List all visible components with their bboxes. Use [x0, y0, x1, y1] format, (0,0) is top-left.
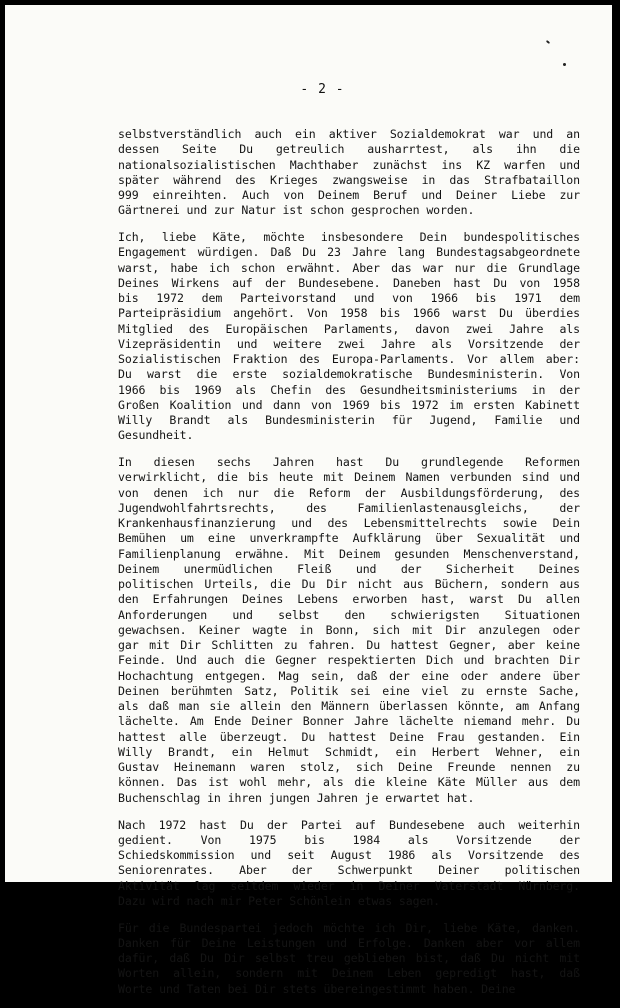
- text-line: Aktivität lag seitdem wieder in Deiner Vaterstadt Nürnberg.: [118, 878, 580, 893]
- text-line: Mitglied des Europäischen Parlaments, davon zwei Jahre als: [118, 321, 580, 336]
- text-line: gedient. Von 1975 bis 1984 als Vorsitzende der: [118, 832, 580, 847]
- text-line: Vizepräsidentin und weitere zwei Jahre als Vorsitzende der: [118, 336, 580, 351]
- text-line: als daß man sie allein den Männern überlassen könnte, am Anfang: [118, 699, 580, 714]
- paragraph: [118, 230, 580, 444]
- text-line: gewachsen. Keiner wagte in Bonn, sich mit Dir anzulegen oder: [118, 622, 580, 637]
- text-line: Deinem unermüdlichen Fleiß und der Sicherheit Deines: [118, 561, 580, 576]
- text-line: Willy Brandt als Bundesministerin für Jugend, Familie und: [118, 413, 580, 428]
- text-line: von denen ich nur die Reform der Ausbildungsförderung, des: [118, 485, 580, 500]
- text-line: bis 1972 dem Parteivorstand und von 1966 bis 1971 dem: [118, 291, 580, 306]
- text-line: Deinen berühmten Satz, Politik sei eine viel zu ernste Sache,: [118, 683, 580, 698]
- text-line: Willy Brandt, ein Helmut Schmidt, ein Herbert Wehner, ein: [118, 744, 580, 759]
- text-line: Parteipräsidium angehört. Von 1958 bis 1966 warst Du überdies: [118, 306, 580, 321]
- text-line: Nach 1972 hast Du der Partei auf Bundesebene auch weiterhin: [118, 817, 580, 832]
- text-line: politischen Urteils, die Du Dir nicht aus Büchern, sondern aus: [118, 577, 580, 592]
- text-line: später während des Krieges zwangsweise in das Strafbataillon: [118, 172, 580, 187]
- paragraph: [118, 818, 580, 910]
- text-line: Ich, liebe Käte, möchte insbesondere Dein bundespolitisches: [118, 230, 580, 245]
- text-line: Krankenhausfinanzierung und des Lebensmittelrechts sowie Dein: [118, 516, 580, 531]
- text-line: nationalsozialistischen Machthaber zunächst ins KZ warfen und: [118, 157, 580, 172]
- text-line: Danken für Deine Leistungen und Erfolge. Danken aber vor allem: [118, 935, 580, 950]
- text-line: Engagement würdigen. Daß Du 23 Jahre lang Bundestagsabgeordnete: [118, 245, 580, 260]
- text-line: verwirklicht, die bis heute mit Deinem Namen verbunden sind und: [118, 470, 580, 485]
- text-line: Feinde. Und auch die Gegner respektierten Dich und brachten Dir: [118, 653, 580, 668]
- page-number: - 2 -: [300, 82, 345, 97]
- text-line: Schiedskommission und seit August 1986 als Vorsitzende des: [118, 848, 580, 863]
- text-line: 999 einreihten. Auch von Deinem Beruf und Deiner Liebe zur: [118, 188, 580, 202]
- scan-speck: [546, 40, 550, 44]
- text-line: warst, habe ich schon erwähnt. Aber das war nur die Grundlage: [118, 260, 580, 275]
- text-line: lächelte. Am Ende Deiner Bonner Jahre lächelte niemand mehr. Du: [118, 714, 580, 729]
- paragraph: [118, 921, 580, 997]
- text-line: Gustav Heinemann waren stolz, sich Deine Freunde nennen zu: [118, 760, 580, 775]
- text-line: hattest alle überzeugt. Du hattest Deine Frau gestanden. Ein: [118, 729, 580, 744]
- text-line: Jugendwohlfahrtsrechts, des Familienlastenausgleichs, der: [118, 500, 580, 515]
- text-line: dessen Seite Du getreulich ausharrtest, als ihn die: [118, 142, 580, 157]
- text-line: Hochachtung entgegen. Mag sein, daß der eine oder andere über: [118, 668, 580, 683]
- text-line: Gesundheit.: [118, 428, 194, 443]
- text-line: Dazu wird nach mir Peter Schönlein etwas sagen.: [118, 893, 441, 908]
- text-line: können. Das ist wohl mehr, als die kleine Käte Müller aus dem: [118, 775, 580, 790]
- document-page: [5, 5, 612, 996]
- text-line: Buchenschlag in ihren jungen Jahren je erwartet hat.: [118, 790, 475, 805]
- text-line: Du warst die erste sozialdemokratische Bundesministerin. Von: [118, 367, 580, 382]
- text-line: Worten allein, sondern mit Deinem Leben gepredigt hast, daß: [118, 966, 580, 981]
- text-line: Seniorenrates. Aber der Schwerpunkt Deiner politischen: [118, 863, 580, 878]
- scan-speck: [563, 63, 566, 66]
- text-line: Anforderungen und selbst den schwierigsten Situationen: [118, 607, 580, 622]
- text-line: Für die Bundespartei jedoch möchte ich Dir, liebe Käte, danken.: [118, 920, 580, 935]
- text-line: Großen Koalition und dann von 1969 bis 1972 im ersten Kabinett: [118, 397, 580, 412]
- text-line: In diesen sechs Jahren hast Du grundlegende Reformen: [118, 455, 580, 470]
- text-line: den Erfahrungen Deines Lebens erworben hast, warst Du allen: [118, 592, 580, 607]
- text-line: Worte und Taten bei Dir stets übereingestimmt haben. Deine: [118, 981, 516, 996]
- text-line: Gärtnerei und zur Natur ist schon gesprochen worden.: [118, 203, 475, 218]
- text-line: Familienplanung erwähne. Mit Deinem gesunden Menschenverstand,: [118, 546, 580, 561]
- text-line: Sozialistischen Fraktion des Europa-Parlaments. Vor allem aber:: [118, 352, 580, 367]
- text-line: Deines Wirkens auf der Bundesebene. Daneben hast Du von 1958: [118, 275, 580, 290]
- text-line: gar mit Dir Schlitten zu fahren. Du hattest Gegner, aber keine: [118, 638, 580, 653]
- paragraph: [118, 127, 580, 219]
- paragraph: [118, 455, 580, 806]
- text-line: 1966 bis 1969 als Chefin des Gesundheitsministeriums in der: [118, 382, 580, 397]
- letter-body: [118, 127, 580, 1008]
- text-line: dafür, daß Du Dir selbst treu geblieben bist, daß Du nicht mit: [118, 951, 580, 966]
- text-line: Bemühen um eine unverkrampfte Aufklärung über Sexualität und: [118, 531, 580, 546]
- text-line: selbstverständlich auch ein aktiver Sozialdemokrat war und an: [118, 127, 580, 141]
